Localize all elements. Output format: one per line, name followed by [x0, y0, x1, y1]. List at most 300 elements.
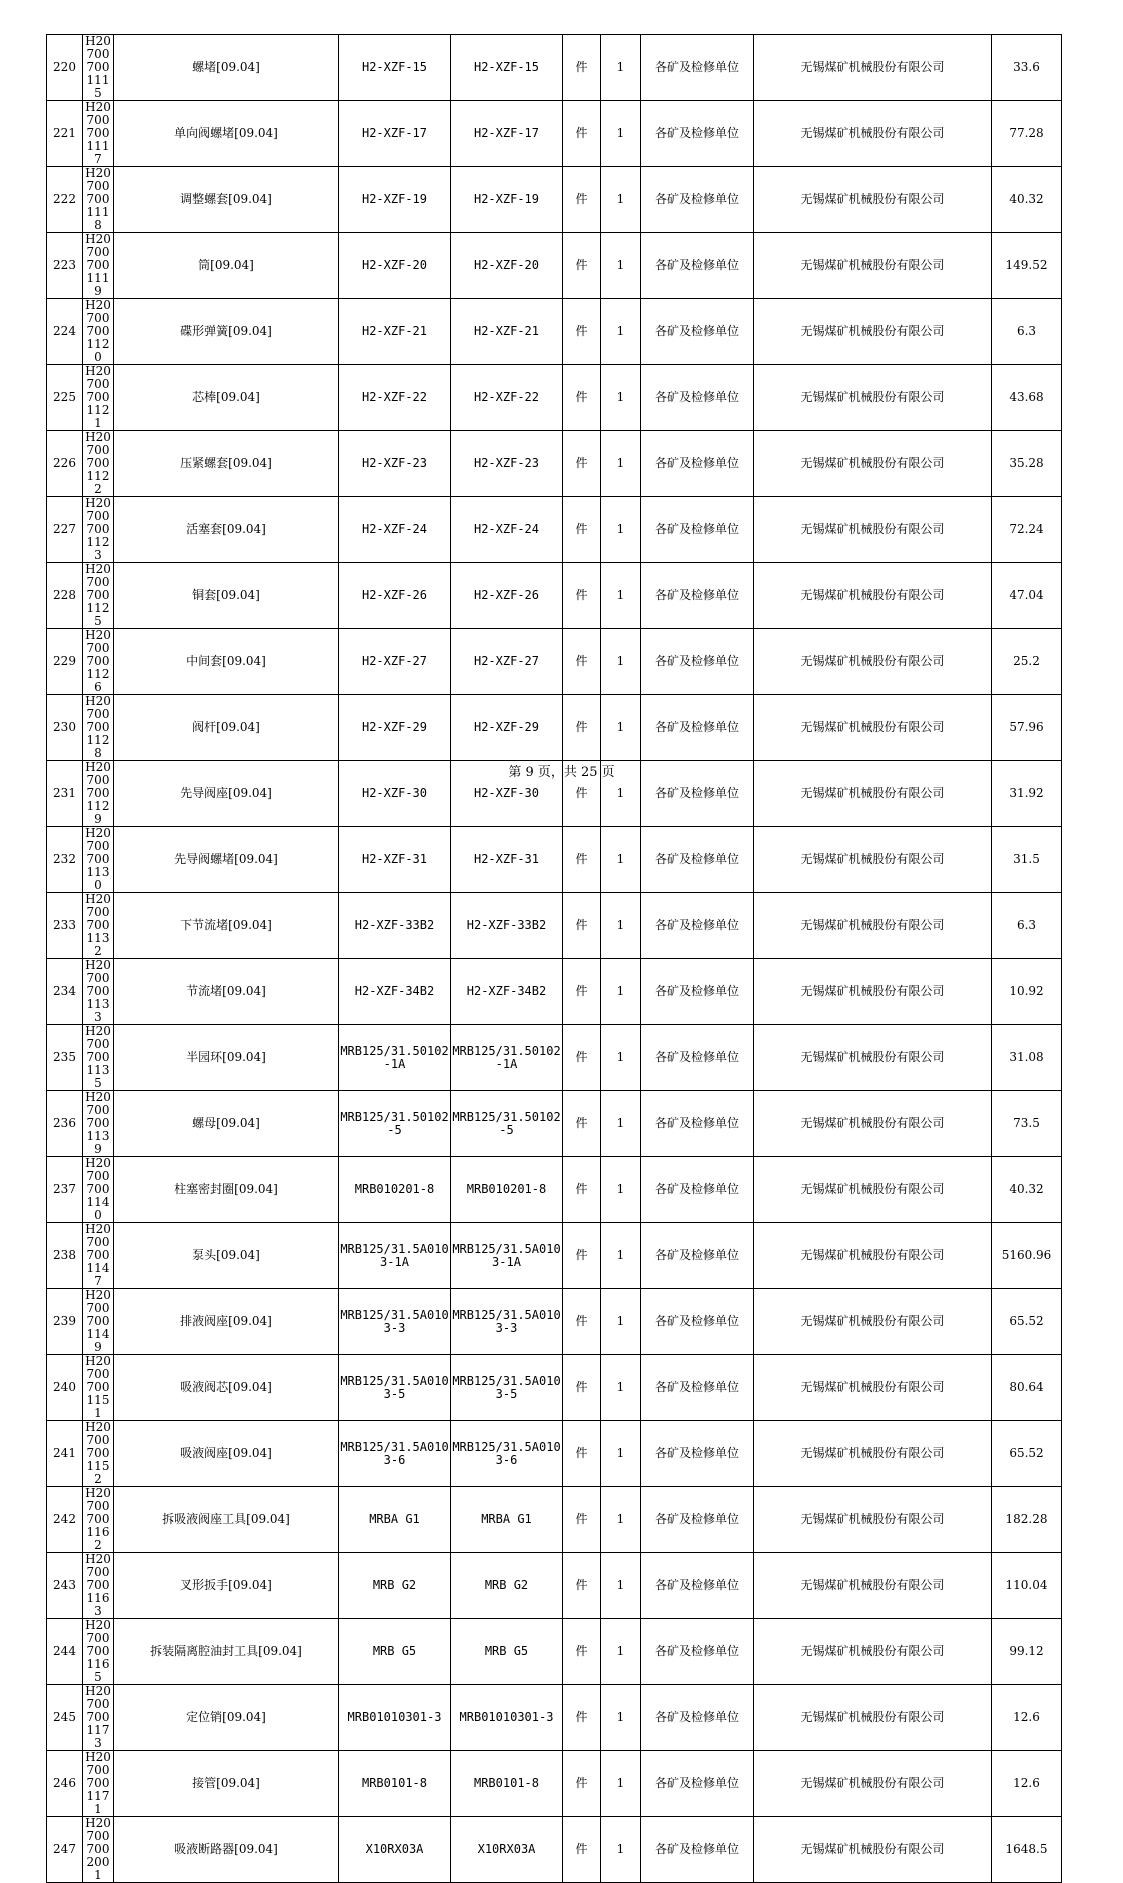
material-code-cell: H207007001117 [83, 101, 114, 167]
quantity-cell: 1 [601, 1553, 641, 1619]
material-code-cell: H207007001129 [83, 761, 114, 827]
row-number-cell: 222 [47, 167, 83, 233]
price-cell: 40.32 [992, 1157, 1062, 1223]
model-cell: H2-XZF-27 [451, 629, 563, 695]
spec-cell: H2-XZF-22 [339, 365, 451, 431]
row-number-cell: 225 [47, 365, 83, 431]
material-code-cell: H207007001132 [83, 893, 114, 959]
row-number-cell: 247 [47, 1817, 83, 1883]
price-cell: 65.52 [992, 1421, 1062, 1487]
price-cell: 31.08 [992, 1025, 1062, 1091]
spec-cell: H2-XZF-31 [339, 827, 451, 893]
unit-cell: 件 [563, 629, 601, 695]
quantity-cell: 1 [601, 1751, 641, 1817]
supplier-cell: 无锡煤矿机械股份有限公司 [754, 497, 992, 563]
part-name-cell: 吸液阀座[09.04] [114, 1421, 339, 1487]
material-code-cell: H207007001115 [83, 35, 114, 101]
price-cell: 149.52 [992, 233, 1062, 299]
supplier-cell: 无锡煤矿机械股份有限公司 [754, 431, 992, 497]
quantity-cell: 1 [601, 233, 641, 299]
department-cell: 各矿及检修单位 [641, 563, 754, 629]
unit-cell: 件 [563, 1157, 601, 1223]
table-row [47, 167, 1062, 233]
row-number-cell: 236 [47, 1091, 83, 1157]
department-cell: 各矿及检修单位 [641, 1685, 754, 1751]
material-code-cell: H207007001126 [83, 629, 114, 695]
price-cell: 35.28 [992, 431, 1062, 497]
unit-cell: 件 [563, 1817, 601, 1883]
supplier-cell: 无锡煤矿机械股份有限公司 [754, 233, 992, 299]
table-row [47, 365, 1062, 431]
table-body [47, 35, 1062, 1883]
supplier-cell: 无锡煤矿机械股份有限公司 [754, 827, 992, 893]
part-name-cell: 芯棒[09.04] [114, 365, 339, 431]
unit-cell: 件 [563, 1685, 601, 1751]
department-cell: 各矿及检修单位 [641, 1553, 754, 1619]
price-cell: 12.6 [992, 1685, 1062, 1751]
department-cell: 各矿及检修单位 [641, 233, 754, 299]
department-cell: 各矿及检修单位 [641, 35, 754, 101]
row-number-cell: 238 [47, 1223, 83, 1289]
part-name-cell: 螺母[09.04] [114, 1091, 339, 1157]
table-row [47, 893, 1062, 959]
supplier-cell: 无锡煤矿机械股份有限公司 [754, 1553, 992, 1619]
material-code-cell: H207007001139 [83, 1091, 114, 1157]
department-cell: 各矿及检修单位 [641, 365, 754, 431]
row-number-cell: 239 [47, 1289, 83, 1355]
quantity-cell: 1 [601, 959, 641, 1025]
row-number-cell: 245 [47, 1685, 83, 1751]
model-cell: H2-XZF-31 [451, 827, 563, 893]
spec-cell: MRB G5 [339, 1619, 451, 1685]
supplier-cell: 无锡煤矿机械股份有限公司 [754, 1289, 992, 1355]
model-cell: MRB G5 [451, 1619, 563, 1685]
row-number-cell: 234 [47, 959, 83, 1025]
model-cell: H2-XZF-26 [451, 563, 563, 629]
price-cell: 33.6 [992, 35, 1062, 101]
table-row [47, 1487, 1062, 1553]
model-cell: H2-XZF-21 [451, 299, 563, 365]
spec-cell: H2-XZF-30 [339, 761, 451, 827]
part-name-cell: 先导阀螺堵[09.04] [114, 827, 339, 893]
part-name-cell: 筒[09.04] [114, 233, 339, 299]
unit-cell: 件 [563, 695, 601, 761]
quantity-cell: 1 [601, 1355, 641, 1421]
row-number-cell: 220 [47, 35, 83, 101]
material-code-cell: H207007001149 [83, 1289, 114, 1355]
part-name-cell: 排液阀座[09.04] [114, 1289, 339, 1355]
department-cell: 各矿及检修单位 [641, 1223, 754, 1289]
price-cell: 31.5 [992, 827, 1062, 893]
department-cell: 各矿及检修单位 [641, 1355, 754, 1421]
supplier-cell: 无锡煤矿机械股份有限公司 [754, 1421, 992, 1487]
department-cell: 各矿及检修单位 [641, 1289, 754, 1355]
model-cell: H2-XZF-33B2 [451, 893, 563, 959]
model-cell: H2-XZF-22 [451, 365, 563, 431]
unit-cell: 件 [563, 1223, 601, 1289]
quantity-cell: 1 [601, 1289, 641, 1355]
unit-cell: 件 [563, 1619, 601, 1685]
department-cell: 各矿及检修单位 [641, 1817, 754, 1883]
part-name-cell: 单向阀螺堵[09.04] [114, 101, 339, 167]
quantity-cell: 1 [601, 1619, 641, 1685]
row-number-cell: 229 [47, 629, 83, 695]
supplier-cell: 无锡煤矿机械股份有限公司 [754, 167, 992, 233]
spec-cell: MRB125/31.5A0103-6 [339, 1421, 451, 1487]
table-row [47, 1223, 1062, 1289]
part-name-cell: 调整螺套[09.04] [114, 167, 339, 233]
supplier-cell: 无锡煤矿机械股份有限公司 [754, 1751, 992, 1817]
supplier-cell: 无锡煤矿机械股份有限公司 [754, 1157, 992, 1223]
supplier-cell: 无锡煤矿机械股份有限公司 [754, 101, 992, 167]
material-code-cell: H207007001165 [83, 1619, 114, 1685]
table-row [47, 497, 1062, 563]
quantity-cell: 1 [601, 101, 641, 167]
table-row [47, 35, 1062, 101]
unit-cell: 件 [563, 35, 601, 101]
supplier-cell: 无锡煤矿机械股份有限公司 [754, 35, 992, 101]
price-cell: 72.24 [992, 497, 1062, 563]
material-code-cell: H207007001120 [83, 299, 114, 365]
part-name-cell: 中间套[09.04] [114, 629, 339, 695]
supplier-cell: 无锡煤矿机械股份有限公司 [754, 1685, 992, 1751]
row-number-cell: 242 [47, 1487, 83, 1553]
department-cell: 各矿及检修单位 [641, 1487, 754, 1553]
part-name-cell: 吸液阀芯[09.04] [114, 1355, 339, 1421]
model-cell: H2-XZF-17 [451, 101, 563, 167]
row-number-cell: 230 [47, 695, 83, 761]
quantity-cell: 1 [601, 761, 641, 827]
parts-table [46, 34, 1062, 1883]
quantity-cell: 1 [601, 1421, 641, 1487]
table-row [47, 1421, 1062, 1487]
department-cell: 各矿及检修单位 [641, 695, 754, 761]
part-name-cell: 定位销[09.04] [114, 1685, 339, 1751]
material-code-cell: H207007001152 [83, 1421, 114, 1487]
part-name-cell: 先导阀座[09.04] [114, 761, 339, 827]
part-name-cell: 拆装隔离腔油封工具[09.04] [114, 1619, 339, 1685]
material-code-cell: H207007001121 [83, 365, 114, 431]
spec-cell: H2-XZF-21 [339, 299, 451, 365]
model-cell: H2-XZF-30 [451, 761, 563, 827]
department-cell: 各矿及检修单位 [641, 167, 754, 233]
row-number-cell: 231 [47, 761, 83, 827]
model-cell: MRB125/31.50102-1A [451, 1025, 563, 1091]
spec-cell: X10RX03A [339, 1817, 451, 1883]
part-name-cell: 下节流堵[09.04] [114, 893, 339, 959]
model-cell: MRB125/31.5A0103-1A [451, 1223, 563, 1289]
unit-cell: 件 [563, 1553, 601, 1619]
spec-cell: H2-XZF-19 [339, 167, 451, 233]
spec-cell: MRB125/31.5A0103-3 [339, 1289, 451, 1355]
supplier-cell: 无锡煤矿机械股份有限公司 [754, 695, 992, 761]
table-row [47, 1157, 1062, 1223]
unit-cell: 件 [563, 761, 601, 827]
department-cell: 各矿及检修单位 [641, 101, 754, 167]
row-number-cell: 246 [47, 1751, 83, 1817]
department-cell: 各矿及检修单位 [641, 1091, 754, 1157]
price-cell: 73.5 [992, 1091, 1062, 1157]
quantity-cell: 1 [601, 365, 641, 431]
spec-cell: MRB010201-8 [339, 1157, 451, 1223]
table-row [47, 1685, 1062, 1751]
material-code-cell: H207007001133 [83, 959, 114, 1025]
quantity-cell: 1 [601, 563, 641, 629]
row-number-cell: 235 [47, 1025, 83, 1091]
spec-cell: H2-XZF-29 [339, 695, 451, 761]
spec-cell: MRB125/31.50102-1A [339, 1025, 451, 1091]
model-cell: MRB0101-8 [451, 1751, 563, 1817]
quantity-cell: 1 [601, 431, 641, 497]
model-cell: H2-XZF-23 [451, 431, 563, 497]
table-row [47, 1025, 1062, 1091]
table-row [47, 1553, 1062, 1619]
price-cell: 57.96 [992, 695, 1062, 761]
row-number-cell: 244 [47, 1619, 83, 1685]
unit-cell: 件 [563, 1421, 601, 1487]
price-cell: 43.68 [992, 365, 1062, 431]
row-number-cell: 226 [47, 431, 83, 497]
part-name-cell: 叉形扳手[09.04] [114, 1553, 339, 1619]
part-name-cell: 接管[09.04] [114, 1751, 339, 1817]
quantity-cell: 1 [601, 299, 641, 365]
model-cell: MRB125/31.5A0103-6 [451, 1421, 563, 1487]
price-cell: 12.6 [992, 1751, 1062, 1817]
unit-cell: 件 [563, 167, 601, 233]
price-cell: 5160.96 [992, 1223, 1062, 1289]
unit-cell: 件 [563, 563, 601, 629]
unit-cell: 件 [563, 233, 601, 299]
part-name-cell: 拆吸液阀座工具[09.04] [114, 1487, 339, 1553]
model-cell: MRBA G1 [451, 1487, 563, 1553]
table-row [47, 959, 1062, 1025]
table-row [47, 431, 1062, 497]
material-code-cell: H207007001123 [83, 497, 114, 563]
part-name-cell: 节流堵[09.04] [114, 959, 339, 1025]
spec-cell: H2-XZF-27 [339, 629, 451, 695]
unit-cell: 件 [563, 1487, 601, 1553]
spec-cell: MRBA G1 [339, 1487, 451, 1553]
department-cell: 各矿及检修单位 [641, 1421, 754, 1487]
row-number-cell: 240 [47, 1355, 83, 1421]
model-cell: H2-XZF-34B2 [451, 959, 563, 1025]
material-code-cell: H207007001135 [83, 1025, 114, 1091]
material-code-cell: H207007001163 [83, 1553, 114, 1619]
supplier-cell: 无锡煤矿机械股份有限公司 [754, 959, 992, 1025]
spec-cell: MRB125/31.50102-5 [339, 1091, 451, 1157]
spec-cell: H2-XZF-17 [339, 101, 451, 167]
table-row [47, 1091, 1062, 1157]
price-cell: 110.04 [992, 1553, 1062, 1619]
supplier-cell: 无锡煤矿机械股份有限公司 [754, 1487, 992, 1553]
row-number-cell: 241 [47, 1421, 83, 1487]
price-cell: 65.52 [992, 1289, 1062, 1355]
price-cell: 80.64 [992, 1355, 1062, 1421]
spec-cell: MRB125/31.5A0103-1A [339, 1223, 451, 1289]
table-row [47, 1619, 1062, 1685]
part-name-cell: 螺堵[09.04] [114, 35, 339, 101]
material-code-cell: H207007001125 [83, 563, 114, 629]
row-number-cell: 227 [47, 497, 83, 563]
spec-cell: H2-XZF-33B2 [339, 893, 451, 959]
spec-cell: H2-XZF-24 [339, 497, 451, 563]
material-code-cell: H207007001140 [83, 1157, 114, 1223]
unit-cell: 件 [563, 497, 601, 563]
part-name-cell: 半园环[09.04] [114, 1025, 339, 1091]
unit-cell: 件 [563, 365, 601, 431]
material-code-cell: H207007001122 [83, 431, 114, 497]
department-cell: 各矿及检修单位 [641, 1157, 754, 1223]
quantity-cell: 1 [601, 695, 641, 761]
table-row [47, 563, 1062, 629]
row-number-cell: 233 [47, 893, 83, 959]
part-name-cell: 吸液断路器[09.04] [114, 1817, 339, 1883]
price-cell: 40.32 [992, 167, 1062, 233]
unit-cell: 件 [563, 1355, 601, 1421]
unit-cell: 件 [563, 1289, 601, 1355]
model-cell: MRB010201-8 [451, 1157, 563, 1223]
table-row [47, 695, 1062, 761]
model-cell: MRB01010301-3 [451, 1685, 563, 1751]
unit-cell: 件 [563, 893, 601, 959]
supplier-cell: 无锡煤矿机械股份有限公司 [754, 365, 992, 431]
unit-cell: 件 [563, 827, 601, 893]
price-cell: 1648.5 [992, 1817, 1062, 1883]
quantity-cell: 1 [601, 497, 641, 563]
quantity-cell: 1 [601, 1817, 641, 1883]
table-row [47, 1817, 1062, 1883]
supplier-cell: 无锡煤矿机械股份有限公司 [754, 629, 992, 695]
model-cell: MRB125/31.5A0103-5 [451, 1355, 563, 1421]
model-cell: H2-XZF-29 [451, 695, 563, 761]
department-cell: 各矿及检修单位 [641, 1025, 754, 1091]
supplier-cell: 无锡煤矿机械股份有限公司 [754, 1355, 992, 1421]
part-name-cell: 泵头[09.04] [114, 1223, 339, 1289]
price-cell: 6.3 [992, 893, 1062, 959]
model-cell: MRB125/31.5A0103-3 [451, 1289, 563, 1355]
spec-cell: H2-XZF-15 [339, 35, 451, 101]
spec-cell: H2-XZF-26 [339, 563, 451, 629]
price-cell: 47.04 [992, 563, 1062, 629]
material-code-cell: H207007001130 [83, 827, 114, 893]
quantity-cell: 1 [601, 1685, 641, 1751]
department-cell: 各矿及检修单位 [641, 497, 754, 563]
department-cell: 各矿及检修单位 [641, 299, 754, 365]
material-code-cell: H207007001118 [83, 167, 114, 233]
supplier-cell: 无锡煤矿机械股份有限公司 [754, 1223, 992, 1289]
price-cell: 99.12 [992, 1619, 1062, 1685]
material-code-cell: H207007001151 [83, 1355, 114, 1421]
department-cell: 各矿及检修单位 [641, 827, 754, 893]
part-name-cell: 柱塞密封圈[09.04] [114, 1157, 339, 1223]
price-cell: 10.92 [992, 959, 1062, 1025]
page-footer: 第 9 页，共 25 页 [508, 765, 615, 780]
quantity-cell: 1 [601, 1157, 641, 1223]
unit-cell: 件 [563, 1025, 601, 1091]
material-code-cell: H207007001171 [83, 1751, 114, 1817]
price-cell: 31.92 [992, 761, 1062, 827]
model-cell: H2-XZF-15 [451, 35, 563, 101]
price-cell: 182.28 [992, 1487, 1062, 1553]
unit-cell: 件 [563, 1751, 601, 1817]
spec-cell: H2-XZF-34B2 [339, 959, 451, 1025]
department-cell: 各矿及检修单位 [641, 1751, 754, 1817]
table-row [47, 233, 1062, 299]
unit-cell: 件 [563, 101, 601, 167]
quantity-cell: 1 [601, 893, 641, 959]
unit-cell: 件 [563, 1091, 601, 1157]
model-cell: H2-XZF-20 [451, 233, 563, 299]
row-number-cell: 232 [47, 827, 83, 893]
table-row [47, 827, 1062, 893]
spec-cell: H2-XZF-20 [339, 233, 451, 299]
table-row [47, 1289, 1062, 1355]
department-cell: 各矿及检修单位 [641, 893, 754, 959]
row-number-cell: 243 [47, 1553, 83, 1619]
supplier-cell: 无锡煤矿机械股份有限公司 [754, 1817, 992, 1883]
row-number-cell: 228 [47, 563, 83, 629]
department-cell: 各矿及检修单位 [641, 629, 754, 695]
spec-cell: MRB G2 [339, 1553, 451, 1619]
supplier-cell: 无锡煤矿机械股份有限公司 [754, 1091, 992, 1157]
quantity-cell: 1 [601, 1091, 641, 1157]
material-code-cell: H207007001162 [83, 1487, 114, 1553]
table-row [47, 629, 1062, 695]
unit-cell: 件 [563, 431, 601, 497]
material-code-cell: H207007001173 [83, 1685, 114, 1751]
spec-cell: H2-XZF-23 [339, 431, 451, 497]
unit-cell: 件 [563, 299, 601, 365]
price-cell: 25.2 [992, 629, 1062, 695]
quantity-cell: 1 [601, 35, 641, 101]
department-cell: 各矿及检修单位 [641, 431, 754, 497]
price-cell: 77.28 [992, 101, 1062, 167]
row-number-cell: 224 [47, 299, 83, 365]
supplier-cell: 无锡煤矿机械股份有限公司 [754, 1619, 992, 1685]
material-code-cell: H207007001147 [83, 1223, 114, 1289]
supplier-cell: 无锡煤矿机械股份有限公司 [754, 299, 992, 365]
table-row [47, 101, 1062, 167]
material-code-cell: H207007001119 [83, 233, 114, 299]
quantity-cell: 1 [601, 1223, 641, 1289]
department-cell: 各矿及检修单位 [641, 1619, 754, 1685]
model-cell: MRB125/31.50102-5 [451, 1091, 563, 1157]
quantity-cell: 1 [601, 1487, 641, 1553]
part-name-cell: 活塞套[09.04] [114, 497, 339, 563]
table-row [47, 1355, 1062, 1421]
row-number-cell: 237 [47, 1157, 83, 1223]
price-cell: 6.3 [992, 299, 1062, 365]
supplier-cell: 无锡煤矿机械股份有限公司 [754, 1025, 992, 1091]
unit-cell: 件 [563, 959, 601, 1025]
table-row [47, 299, 1062, 365]
supplier-cell: 无锡煤矿机械股份有限公司 [754, 893, 992, 959]
supplier-cell: 无锡煤矿机械股份有限公司 [754, 761, 992, 827]
spec-cell: MRB125/31.5A0103-5 [339, 1355, 451, 1421]
spec-cell: MRB01010301-3 [339, 1685, 451, 1751]
quantity-cell: 1 [601, 827, 641, 893]
row-number-cell: 221 [47, 101, 83, 167]
part-name-cell: 碟形弹簧[09.04] [114, 299, 339, 365]
material-code-cell: H207007002001 [83, 1817, 114, 1883]
department-cell: 各矿及检修单位 [641, 761, 754, 827]
spec-cell: MRB0101-8 [339, 1751, 451, 1817]
department-cell: 各矿及检修单位 [641, 959, 754, 1025]
model-cell: H2-XZF-24 [451, 497, 563, 563]
quantity-cell: 1 [601, 1025, 641, 1091]
quantity-cell: 1 [601, 167, 641, 233]
quantity-cell: 1 [601, 629, 641, 695]
